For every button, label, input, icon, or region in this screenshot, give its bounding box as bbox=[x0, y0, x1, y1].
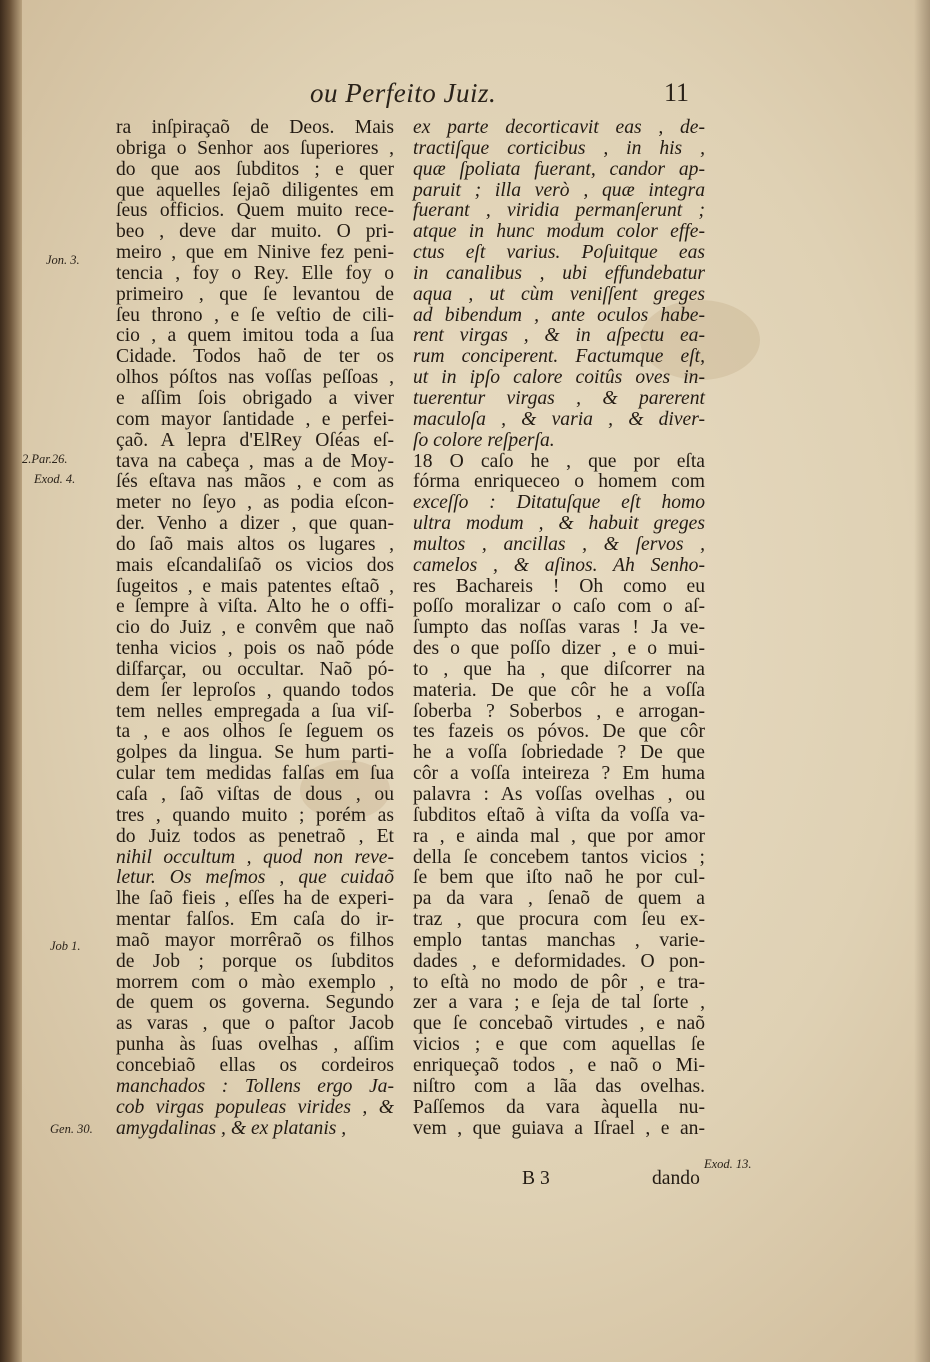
left-text-column bbox=[116, 118, 394, 1139]
left-column-text-line: cular tem medidas falſas em ſua bbox=[116, 763, 394, 785]
right-column-text-line: camelos , & aſinos. Ah Senho- bbox=[413, 554, 705, 576]
right-column-text-line: quæ ſpoliata fuerant, candor ap- bbox=[413, 158, 705, 180]
right-column-text-line: ut in ipſo calore coitûs oves in- bbox=[413, 367, 705, 389]
left-column-text-line: tencia , foy o Rey. Elle foy o bbox=[116, 262, 394, 284]
right-text-column bbox=[413, 118, 705, 1139]
margin-note-job: Job 1. bbox=[50, 939, 81, 953]
right-column-text-line: tes fazeis os póvos. De que côr bbox=[413, 721, 705, 743]
right-column-text-line: Paſſemos da vara àquella nu- bbox=[413, 1096, 705, 1118]
right-column-text-line: niſtro com a lãa das ovelhas. bbox=[413, 1075, 705, 1097]
right-column-text-line: emplo tantas manchas , varie- bbox=[413, 929, 705, 951]
left-column-text-line: ſeu throno , e ſe veſtio de cili- bbox=[116, 304, 394, 326]
left-column-text-line: tres , quando muito ; porém as bbox=[116, 804, 394, 826]
right-column-text-line: to , que ha , que diſcorrer na bbox=[413, 658, 705, 680]
right-column-text-line: poſſo moralizar o caſo com o aſ- bbox=[413, 596, 705, 618]
left-column-text-line: cio , a quem imitou toda a ſua bbox=[116, 325, 394, 347]
left-column-text-line: ra inſpiraçaõ de Deos. Mais bbox=[116, 117, 394, 138]
right-column-text-line: he a voſſa ſobriedade ? De que bbox=[413, 742, 705, 764]
left-column-text-line: que aquelles ſejaõ diligentes em bbox=[116, 179, 394, 201]
right-column-text-line: multos , ancillas , & ſervos , bbox=[413, 533, 705, 555]
left-column-text-line: concebiaõ ellas os cordeiros bbox=[116, 1054, 394, 1076]
left-column-text-line: ta , e aos olhos ſe ſeguem os bbox=[116, 721, 394, 743]
margin-note-exodus-4: Exod. 4. bbox=[34, 472, 76, 486]
right-column-text-line: maculoſa , & varia , & diver- bbox=[413, 408, 705, 430]
left-column-text-line: obriga o Senhor aos ſuperiores , bbox=[116, 137, 394, 159]
right-column-text-line: exceſſo : Ditatuſque eſt homo bbox=[413, 492, 705, 514]
right-column-text-line: rent virgas , & in aſpectu ea- bbox=[413, 325, 705, 347]
left-column-text-line: do Juiz todos as penetraõ , Et bbox=[116, 825, 394, 847]
right-column-text-line: ſubditos eſtaõ à viſta da voſſa va- bbox=[413, 804, 705, 826]
right-column-text-line: ex parte decorticavit eas , de- bbox=[413, 117, 705, 138]
right-column-text-line: materia. De que côr he a voſſa bbox=[413, 679, 705, 701]
right-column-text-line: côr a voſſa inteireza ? Em huma bbox=[413, 763, 705, 785]
right-column-text-line: tuerentur virgas , & parerent bbox=[413, 387, 705, 409]
left-column-text-line: e aſſim ſois obrigado a viver bbox=[116, 387, 394, 409]
right-column-text-line: ad bibendum , ante oculos habe- bbox=[413, 304, 705, 326]
left-column-text-line: do ſaõ mais altos os lugares , bbox=[116, 533, 394, 555]
margin-note-paralipomenon: 2.Par.26. bbox=[22, 452, 68, 466]
left-column-text-line: cob virgas populeas virides , & bbox=[116, 1096, 394, 1118]
left-column-text-line: de quem os governa. Segundo bbox=[116, 992, 394, 1014]
left-column-text-line: cio do Juiz , e convêm que naõ bbox=[116, 617, 394, 639]
left-column-text-line: diſfarçar, ou occultar. Naõ pó- bbox=[116, 658, 394, 680]
right-column-text-line: aqua , ut cùm veniſſent greges bbox=[413, 283, 705, 305]
margin-note-genesis: Gen. 30. bbox=[50, 1122, 93, 1136]
left-column-text-line: de Job ; porque os ſubditos bbox=[116, 950, 394, 972]
right-column-text-line: des o que poſſo dizer , e o mui- bbox=[413, 638, 705, 660]
left-column-text-line: letur. Os meſmos , que cuidaõ bbox=[116, 867, 394, 889]
left-column-text-line: maõ mayor morrêraõ os filhos bbox=[116, 929, 394, 951]
left-column-text-line: morrem com o mào exemplo , bbox=[116, 971, 394, 993]
right-column-text-line: fórma enriqueceo o homem com bbox=[413, 471, 705, 493]
left-column-text-line: ſés eſtava nas mãos , e com as bbox=[116, 471, 394, 493]
left-column-text-line: mais eſcandaliſaõ os vicios dos bbox=[116, 554, 394, 576]
right-column-text-line: tractiſque corticibus , in his , bbox=[413, 137, 705, 159]
right-column-text-line: ſoberba ? Soberbos , e arrogan- bbox=[413, 700, 705, 722]
right-column-text-line: ſo colore reſperſa. bbox=[413, 429, 555, 451]
right-column-text-line: rum conciperent. Factumque eſt, bbox=[413, 346, 705, 368]
left-column-text-line: tava na cabeça , mas a de Moy- bbox=[116, 450, 394, 472]
right-column-text-line: ſe bem que iſto naõ he por cul- bbox=[413, 867, 705, 889]
page-edge-shadow bbox=[914, 0, 930, 1362]
signature-mark: B 3 bbox=[522, 1168, 550, 1189]
right-column-text-line: vicios ; e que com aquellas ſe bbox=[413, 1034, 705, 1056]
right-column-text-line: ſumpto das noſſas varas ! Ja ve- bbox=[413, 617, 705, 639]
right-column-text-line: palavra : As voſſas ovelhas , ou bbox=[413, 784, 705, 805]
margin-note-exodus-13: Exod. 13. bbox=[704, 1157, 752, 1171]
right-column-text-line: traz , que procura com ſeu ex- bbox=[413, 909, 705, 931]
left-column-text-line: tem nelles empregada a ſua viſ- bbox=[116, 700, 394, 722]
right-column-text-line: pa da vara , ſenaõ de quem a bbox=[413, 888, 705, 910]
left-column-text-line: çaõ. A lepra d'ElRey Oſéas eſ- bbox=[116, 429, 394, 451]
left-column-text-line: beo , deve dar muito. O pri- bbox=[116, 221, 394, 243]
left-column-text-line: do que aos ſubditos ; e quer bbox=[116, 158, 394, 180]
right-column-text-line: in canalibus , ubi effundebatur bbox=[413, 262, 705, 284]
right-column-text-line: ultra modum , & habuit greges bbox=[413, 513, 705, 535]
right-column-text-line: fuerant , viridia permanſerunt ; bbox=[413, 200, 705, 222]
left-column-text-line: der. Venho a dizer , que quan- bbox=[116, 513, 394, 535]
right-column-text-line: res Bachareis ! Oh como eu bbox=[413, 575, 705, 597]
margin-note-jonah: Jon. 3. bbox=[46, 253, 80, 267]
right-column-text-line: atque in hunc modum color effe- bbox=[413, 221, 705, 243]
left-column-text-line: ſugeitos , e mais patentes eſtaõ , bbox=[116, 575, 394, 597]
catchword: dando bbox=[652, 1168, 700, 1189]
left-column-text-line: e ſempre à viſta. Alto he o offi- bbox=[116, 596, 394, 618]
left-column-text-line: punha às ſuas ovelhas , aſſim bbox=[116, 1034, 394, 1056]
left-column-text-line: tenha vicios , pois os naõ póde bbox=[116, 638, 394, 660]
left-column-text-line: golpes da lingua. Se hum parti- bbox=[116, 742, 394, 764]
left-column-text-line: com mayor ſantidade , e perfei- bbox=[116, 408, 394, 430]
right-column-text-line: vem , que guiava a Iſrael , e an- bbox=[413, 1117, 705, 1139]
left-column-text-line: dem ſer leproſos , quando todos bbox=[116, 679, 394, 701]
right-column-text-line: enriqueçaõ todos , e naõ o Mi- bbox=[413, 1054, 705, 1076]
right-column-text-line: paruit ; illa verò , quæ integra bbox=[413, 179, 705, 201]
page-number: 11 bbox=[664, 78, 690, 107]
left-column-text-line: as varas , que o paſtor Jacob bbox=[116, 1013, 394, 1035]
right-column-text-line: que ſe concebaõ virtudes , e naõ bbox=[413, 1013, 705, 1035]
right-column-text-line: della ſe concebem tantos vicios ; bbox=[413, 846, 705, 868]
left-column-text-line: manchados : Tollens ergo Ja- bbox=[116, 1075, 394, 1097]
right-column-text-line: ctus eſt varius. Poſuitque eas bbox=[413, 242, 705, 264]
right-column-text-line: dades , e deformidades. O pon- bbox=[413, 950, 705, 972]
left-column-text-line: mentar falſos. Em caſa do ir- bbox=[116, 909, 394, 931]
left-column-text-line: lhe ſaõ fieis , eſſes ha de experi- bbox=[116, 888, 394, 910]
right-column-text-line: to eſtà no modo de pôr , e tra- bbox=[413, 971, 705, 993]
right-column-text-line: 18 O caſo he , que por eſta bbox=[413, 450, 705, 472]
left-column-text-line: meter no ſeyo , as podia eſcon- bbox=[116, 492, 394, 514]
left-column-text-line: ſeus officios. Quem muito rece- bbox=[116, 200, 394, 222]
left-column-text-line: olhos póſtos nas voſſas peſſoas , bbox=[116, 367, 394, 389]
running-title: ou Perfeito Juiz. bbox=[310, 78, 497, 108]
left-column-text-line: meiro , que em Ninive fez peni- bbox=[116, 242, 394, 264]
right-column-text-line: ra , e ainda mal , que por amor bbox=[413, 825, 705, 847]
left-column-text-line: Cidade. Todos haõ de ter os bbox=[116, 346, 394, 368]
left-column-text-line: primeiro , que ſe levantou de bbox=[116, 283, 394, 305]
left-column-text-line: caſa , ſaõ viſtas de dous , ou bbox=[116, 784, 394, 805]
left-column-text-line: nihil occultum , quod non reve- bbox=[116, 846, 394, 868]
left-column-text-line: amygdalinas , & ex platanis , bbox=[116, 1117, 347, 1139]
right-column-text-line: zer a vara ; e ſeja de tal ſorte , bbox=[413, 992, 705, 1014]
book-gutter bbox=[0, 0, 22, 1362]
